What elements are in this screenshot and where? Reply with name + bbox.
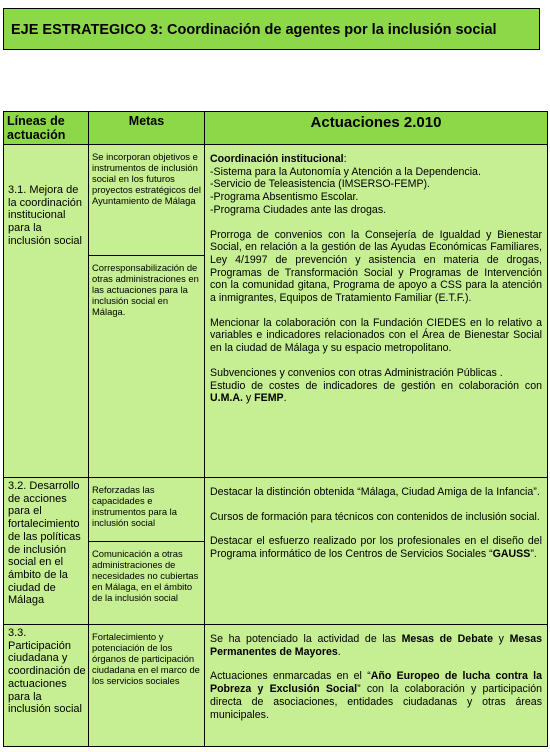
- page-title: EJE ESTRATEGICO 3: Coordinación de agentes por la inclusión social: [11, 22, 497, 38]
- header-actuaciones: Actuaciones 2.010: [205, 112, 548, 145]
- coord-line: -Sistema para la Autonomía y Atención a la Dependencia.: [210, 165, 481, 178]
- coord-line: -Programa Ciudades ante las drogas.: [210, 203, 387, 216]
- actuaciones-cell: [205, 478, 548, 625]
- prorroga-text: Prorroga de convenios con la Consejería de Igualdad y Bienestar Social, en relación a la gestión de las Ayudas Económicas Familiares, Ley 4/1997 de prevención y asistencia en materia de drogas, Programas de Transformación Social y Programas de Intervención con la comunidad gitana, Programa de apoyo a CSS para la atención a inmigrantes, Equipos de Tratamiento Familiar (E.T.F.).: [210, 228, 542, 305]
- table-row: [4, 478, 548, 542]
- estudio-text: Estudio de costes de indicadores de gestión en colaboración con U.M.A. y FEMP.: [210, 379, 542, 405]
- coord-line: -Programa Absentismo Escolar.: [210, 191, 359, 204]
- meta-cell: Comunicación a otras administraciones de necesidades no cubiertas en Málaga, en el ámbito de la inclusión social: [89, 542, 205, 625]
- potenciado-text: Se ha potenciado la actividad de las Mesas de Debate y Mesas Permanentes de Mayores.: [210, 633, 543, 658]
- header-metas: Metas: [89, 112, 205, 145]
- actuaciones-table: [3, 111, 548, 747]
- cursos-text: Cursos de formación para técnicos con contenidos de inclusión social.: [210, 510, 540, 523]
- meta-cell: Fortalecimiento y potenciación de los órganos de participación ciudadana en el marco de los servicios sociales: [89, 625, 205, 747]
- coord-line: -Servicio de Teleasistencia (IMSERSO-FEMP).: [210, 178, 430, 191]
- actuaciones-text: Actuaciones enmarcadas en el “Año Europeo de lucha contra la Pobreza y Exclusión Social” con la colaboración y participación directa de asociaciones, entidades ciudadanas y otras áreas municipales.: [210, 670, 542, 721]
- destacar2-text: Destacar el esfuerzo realizado por los profesionales en el diseño del Programa informático de los Centros de Servicios Sociales “GAUSS”.: [210, 535, 542, 561]
- destacar1-text: Destacar la distinción obtenida “Málaga, Ciudad Amiga de la Infancia”.: [210, 486, 540, 498]
- table-header-row: [4, 112, 548, 145]
- eje-header: [3, 8, 540, 50]
- linea-cell: 3.1. Mejora de la coordinación institucional para la inclusión social: [4, 145, 89, 478]
- table-row: [4, 625, 548, 747]
- meta-cell: Reforzadas las capacidades e instrumentos para la inclusión social: [89, 478, 205, 542]
- actuaciones-cell: [205, 625, 548, 747]
- actuaciones-cell: Coordinación institucional: -Sistema para la Autonomía y Atención a la Dependencia. -Servicio de Teleasistencia (IMSERSO-FEMP). -Programa Absentismo Escolar. -Programa Ciudades ante las drogas. Prorroga de convenios con la Consejería de Igualdad y Bienestar Social, en relación a la gestión de las Ayudas Económicas Familiares, Ley 4/1997 de prevención y asistencia en materia de drogas, Programas de Transformación Social y Programas de Intervención con la comunidad gitana, Programa de apoyo a CSS para la atención a inmigrantes, Equipos de Tratamiento Familiar (E.T.F.). Mencionar la colaboración con la Fundación CIEDES en lo relativo a variables e indicadores relacionados con el Área de Bienestar Social en la ciudad de Málaga y su espacio metropolitano. Subvenciones y convenios con otras Administración Públicas . Estudio de costes de indicadores de gestión en colaboración con U.M.A. y FEMP.: [205, 145, 548, 478]
- linea-cell: 3.3. Participación ciudadana y coordinación de actuaciones para la inclusión social: [4, 625, 89, 747]
- meta-cell: Corresponsabilización de otras administraciones en las actuaciones para la inclusión social en Málaga.: [89, 256, 205, 478]
- coord-title: Coordinación institucional: [210, 153, 344, 165]
- table-row: [4, 145, 548, 256]
- mencionar-text: Mencionar la colaboración con la Fundación CIEDES en lo relativo a variables e indicadores relacionados con el Área de Bienestar Social en la ciudad de Málaga y su espacio metropolitano.: [210, 316, 542, 355]
- header-lineas: Líneas de actuación: [4, 112, 89, 145]
- linea-cell: 3.2. Desarrollo de acciones para el fortalecimiento de las políticas de inclusión social en el ámbito de la ciudad de Málaga: [4, 478, 89, 625]
- meta-cell: Se incorporan objetivos e instrumentos de inclusión social en los futuros proyectos estratégicos del Ayuntamiento de Málaga: [89, 145, 205, 256]
- subvenciones-text: Subvenciones y convenios con otras Administración Públicas .: [210, 366, 503, 379]
